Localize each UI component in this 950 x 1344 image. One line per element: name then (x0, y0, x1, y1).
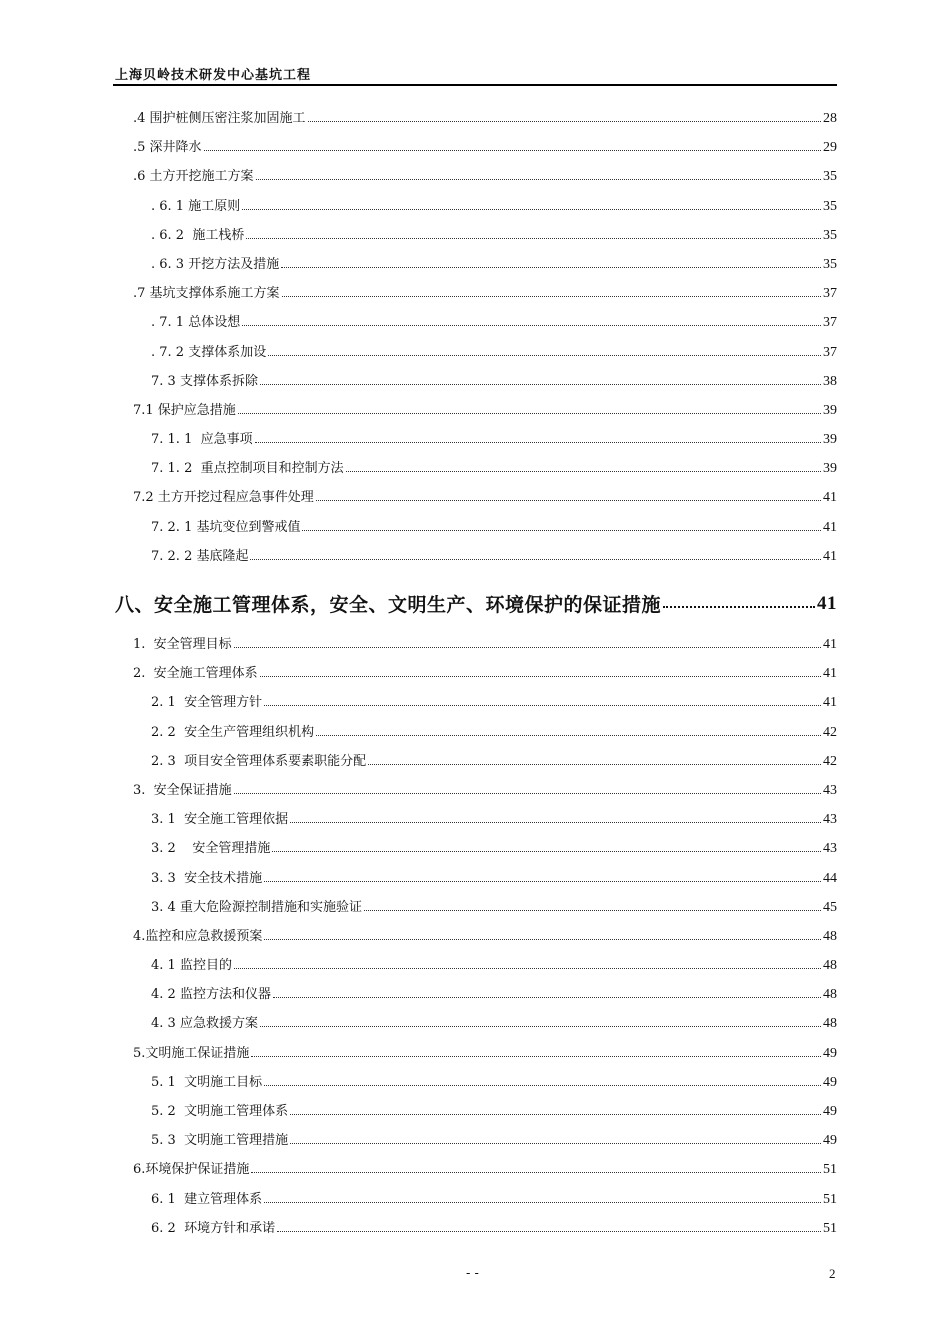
toc-leader-dots (281, 267, 821, 268)
toc-entry-page: 41 (823, 490, 837, 506)
toc-entry[interactable] (113, 486, 837, 515)
page-number: 2 (829, 1266, 836, 1281)
toc-entry-page: 41 (823, 695, 837, 711)
toc-leader-dots (256, 179, 821, 180)
toc-entry-page: 43 (823, 812, 837, 828)
toc-entry[interactable] (113, 983, 837, 1012)
toc-entry-label: 八、安全施工管理体系，安全、文明生产、环境保护的保证措施 (115, 594, 662, 616)
toc-entry[interactable] (113, 1129, 837, 1158)
toc-leader-dots (260, 676, 821, 677)
toc-entry[interactable] (113, 925, 837, 954)
toc-entry[interactable] (113, 1071, 837, 1100)
toc-entry-page: 51 (823, 1191, 837, 1207)
toc-entry[interactable] (113, 662, 837, 691)
toc-entry-label: 5. 2 文明施工管理体系 (151, 1104, 289, 1119)
toc-entry[interactable] (113, 428, 837, 457)
toc-entry-label: 6.环境保护保证措施 (133, 1162, 250, 1178)
toc-entry-label: 7. 1. 2 重点控制项目和控制方法 (151, 461, 344, 477)
toc-leader-dots (364, 910, 821, 911)
toc-entry-page: 41 (823, 666, 837, 682)
toc-entry-label: .6 土方开挖施工方案 (133, 169, 254, 185)
toc-entry-label: . 6. 3 开挖方法及措施 (151, 256, 280, 272)
toc-leader-dots (204, 150, 821, 151)
toc-entry[interactable] (113, 516, 837, 545)
toc-entry-label: .7 基坑支撑体系施工方案 (133, 286, 280, 302)
toc-entry-label: 4. 3 应急救援方案 (151, 1016, 258, 1032)
toc-entry-label: 7. 2. 1 基坑变位到警戒值 (151, 519, 301, 535)
toc-leader-dots (264, 881, 821, 882)
toc-leader-dots (316, 500, 821, 501)
toc-entry[interactable] (113, 1012, 837, 1041)
toc-entry[interactable] (113, 195, 837, 224)
toc-leader-dots (260, 1026, 821, 1027)
toc-entry-page: 44 (823, 870, 837, 886)
toc-entry-page: 45 (823, 899, 837, 915)
toc-entry-page: 37 (823, 344, 837, 360)
toc-entry-page: 29 (823, 140, 837, 156)
toc-entry[interactable] (113, 311, 837, 340)
toc-leader-dots (302, 530, 821, 531)
toc-entry[interactable] (113, 341, 837, 370)
table-of-contents (113, 107, 837, 1246)
toc-entry-page: 41 (823, 519, 837, 535)
toc-chapter-entry[interactable] (113, 574, 837, 633)
header-divider (113, 84, 837, 86)
toc-entry-page: 49 (823, 1045, 837, 1061)
toc-entry-page: 35 (823, 198, 837, 214)
toc-entry-page: 35 (823, 169, 837, 185)
toc-entry-label: 2. 1 安全管理方针 (151, 695, 263, 711)
toc-entry-label: 5. 3 文明施工管理措施 (151, 1133, 289, 1149)
toc-entry-label: . 7. 2 支撑体系加设 (151, 344, 267, 360)
toc-leader-dots (290, 1143, 821, 1144)
toc-leader-dots (251, 1056, 821, 1057)
toc-entry-label: 7.1 保护应急措施 (133, 402, 236, 418)
toc-leader-dots (368, 764, 821, 765)
toc-entry-label: 6. 2 环境方针和承诺 (151, 1220, 276, 1236)
toc-entry-label: 5. 1 文明施工目标 (151, 1074, 263, 1090)
toc-leader-dots (264, 705, 821, 706)
toc-entry[interactable] (113, 837, 837, 866)
toc-entry-page: 49 (823, 1074, 837, 1090)
toc-entry-label: 3. 2 安全管理措施 (151, 841, 271, 857)
toc-entry-page: 41 (817, 592, 837, 614)
toc-leader-dots (260, 384, 821, 385)
footer-mark: - - (466, 1266, 479, 1281)
toc-entry-page: 49 (823, 1133, 837, 1149)
toc-entry-page: 49 (823, 1104, 837, 1119)
toc-leader-dots (663, 606, 815, 608)
toc-entry[interactable] (113, 633, 837, 662)
toc-entry-label: 7. 2. 2 基底隆起 (151, 548, 249, 564)
toc-entry-page: 51 (823, 1220, 837, 1236)
toc-entry[interactable] (113, 253, 837, 282)
toc-leader-dots (251, 1172, 821, 1173)
toc-entry-label: 7. 1. 1 应急事项 (151, 432, 253, 448)
toc-entry-page: 41 (823, 637, 837, 652)
toc-entry[interactable] (113, 691, 837, 720)
toc-leader-dots (246, 238, 821, 239)
toc-entry-page: 38 (823, 373, 837, 389)
toc-entry[interactable] (113, 1188, 837, 1217)
toc-entry[interactable] (113, 224, 837, 253)
toc-entry-label: . 7. 1 总体设想 (151, 315, 241, 331)
toc-entry[interactable] (113, 1042, 837, 1071)
toc-entry[interactable] (113, 370, 837, 399)
toc-entry-page: 35 (823, 227, 837, 243)
toc-leader-dots (308, 121, 821, 122)
toc-entry-page: 48 (823, 958, 837, 974)
toc-entry[interactable] (113, 954, 837, 983)
toc-entry-label: 2. 3 项目安全管理体系要素职能分配 (151, 753, 367, 769)
toc-entry[interactable] (113, 721, 837, 750)
toc-leader-dots (255, 442, 821, 443)
toc-leader-dots (273, 997, 821, 998)
toc-leader-dots (290, 1114, 821, 1115)
toc-entry[interactable] (113, 399, 837, 428)
toc-entry-label: .5 深井降水 (133, 140, 202, 156)
toc-entry[interactable] (113, 808, 837, 837)
toc-leader-dots (268, 355, 821, 356)
toc-entry-label: 7.2 土方开挖过程应急事件处理 (133, 490, 314, 506)
toc-entry[interactable] (113, 545, 837, 574)
toc-entry-page: 43 (823, 782, 837, 798)
toc-entry-label: 2. 安全施工管理体系 (133, 666, 258, 682)
toc-entry-label: 5.文明施工保证措施 (133, 1045, 250, 1061)
toc-leader-dots (242, 209, 821, 210)
toc-entry-label: 3. 1 安全施工管理依据 (151, 812, 289, 828)
toc-leader-dots (264, 939, 821, 940)
toc-leader-dots (264, 1202, 821, 1203)
toc-entry[interactable] (113, 1217, 837, 1246)
toc-leader-dots (290, 822, 821, 823)
toc-entry-label: 7. 3 支撑体系拆除 (151, 373, 258, 389)
toc-entry-label: 4. 1 监控目的 (151, 958, 232, 974)
toc-leader-dots (346, 471, 821, 472)
toc-entry-page: 42 (823, 753, 837, 769)
toc-entry-page: 35 (823, 256, 837, 272)
toc-leader-dots (316, 735, 821, 736)
toc-leader-dots (250, 559, 821, 560)
toc-entry-page: 48 (823, 928, 837, 944)
toc-leader-dots (272, 851, 821, 852)
toc-entry[interactable] (113, 750, 837, 779)
toc-entry-label: 4. 2 监控方法和仪器 (151, 987, 271, 1003)
toc-entry-label: 1. 安全管理目标 (133, 637, 232, 652)
toc-entry[interactable] (113, 1100, 837, 1129)
toc-entry-page: 42 (823, 724, 837, 740)
toc-entry[interactable] (113, 165, 837, 194)
toc-entry-page: 43 (823, 841, 837, 857)
toc-entry-page: 39 (823, 461, 837, 477)
toc-leader-dots (234, 793, 821, 794)
toc-entry-label: 6. 1 建立管理体系 (151, 1191, 263, 1207)
toc-leader-dots (277, 1231, 821, 1232)
toc-entry-page: 41 (823, 548, 837, 564)
toc-entry[interactable] (113, 457, 837, 486)
toc-entry-page: 37 (823, 315, 837, 331)
toc-entry-label: 3. 3 安全技术措施 (151, 870, 263, 886)
toc-entry-page: 37 (823, 286, 837, 302)
toc-leader-dots (234, 647, 821, 648)
document-header-title: 上海贝岭技术研发中心基坑工程 (115, 68, 312, 83)
toc-entry-label: 3. 4 重大危险源控制措施和实施验证 (151, 899, 362, 915)
toc-leader-dots (238, 413, 821, 414)
toc-entry[interactable] (113, 107, 837, 136)
toc-entry-page: 48 (823, 1016, 837, 1032)
toc-entry-label: 2. 2 安全生产管理组织机构 (151, 724, 315, 740)
toc-leader-dots (264, 1085, 821, 1086)
toc-leader-dots (242, 325, 821, 326)
toc-entry-label: 3. 安全保证措施 (133, 782, 232, 798)
toc-entry[interactable] (113, 1158, 837, 1187)
toc-entry-label: .4 围护桩侧压密注浆加固施工 (133, 111, 306, 126)
toc-entry-page: 39 (823, 402, 837, 418)
toc-entry-label: 4.监控和应急救援预案 (133, 928, 263, 944)
toc-leader-dots (234, 968, 821, 969)
toc-entry-label: . 6. 2 施工栈桥 (151, 227, 245, 243)
toc-leader-dots (282, 296, 821, 297)
toc-entry[interactable] (113, 867, 837, 896)
toc-entry[interactable] (113, 779, 837, 808)
toc-entry-label: . 6. 1 施工原则 (151, 198, 241, 214)
toc-entry-page: 48 (823, 987, 837, 1003)
toc-entry-page: 39 (823, 432, 837, 448)
toc-entry-page: 28 (823, 111, 837, 126)
toc-entry[interactable] (113, 282, 837, 311)
toc-entry[interactable] (113, 136, 837, 165)
toc-entry[interactable] (113, 896, 837, 925)
toc-entry-page: 51 (823, 1162, 837, 1178)
